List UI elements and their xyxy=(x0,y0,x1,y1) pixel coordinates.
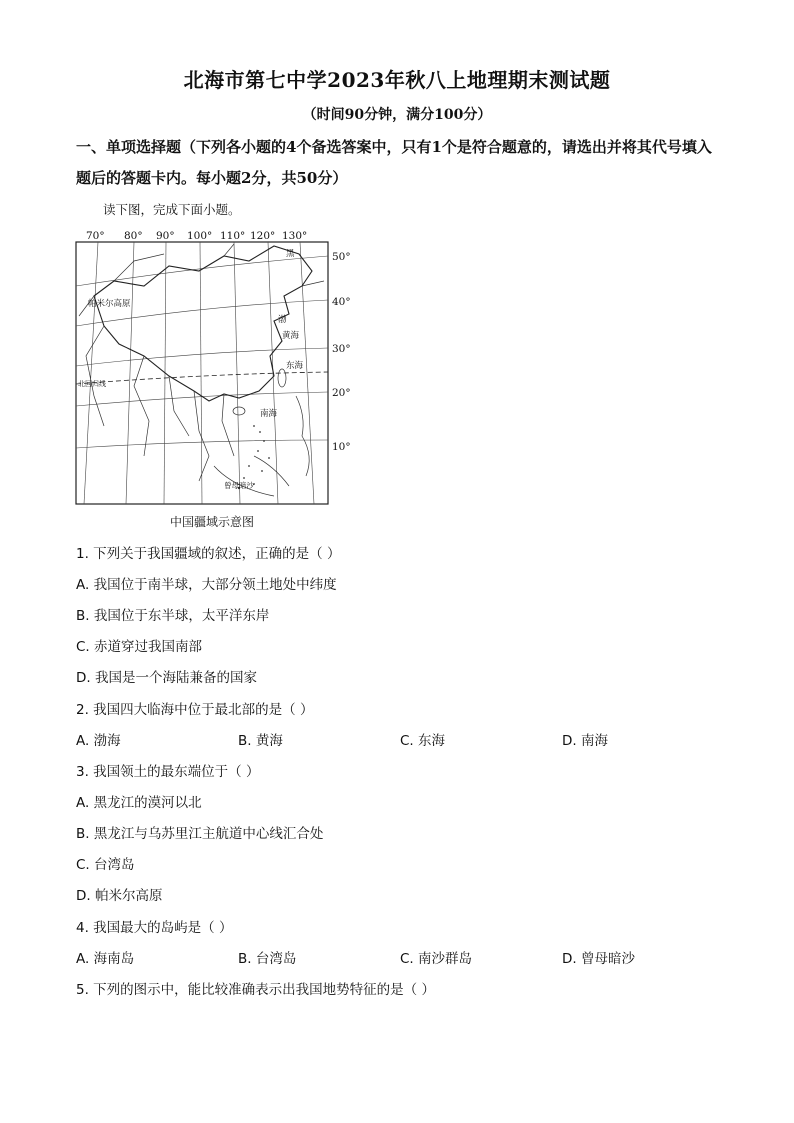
page-title: 北海市第七中学2023年秋八上地理期末测试题 xyxy=(183,68,611,92)
lon-label: 80° xyxy=(124,230,143,242)
option: C. 台湾岛 xyxy=(76,857,135,873)
lat-label: 30° xyxy=(332,343,351,355)
lon-label: 110° xyxy=(220,230,246,242)
option: A. 海南岛 xyxy=(76,951,135,967)
option: A. 黑龙江的漠河以北 xyxy=(76,795,202,811)
option: C. 东海 xyxy=(400,733,446,749)
page-subtitle: （时间90分钟，满分100分） xyxy=(302,107,492,123)
reading-instruction: 读下图，完成下面小题。 xyxy=(103,202,241,217)
map-caption: 中国疆域示意图 xyxy=(170,515,255,529)
label-donghai: 东海 xyxy=(286,361,304,371)
option: C. 南沙群岛 xyxy=(400,951,473,967)
label-huanghai: 黄海 xyxy=(282,331,300,341)
section-heading: 一、单项选择题（下列各小题的4个备选答案中，只有1个是符合题意的，请选出并将其代号填入题后的答题卡内。每小题2分，共50分） xyxy=(76,138,712,187)
label-nanhai: 南海 xyxy=(260,409,278,419)
question-stem: 1. 下列关于我国疆域的叙述，正确的是（ ） xyxy=(76,546,341,562)
option: B. 黄海 xyxy=(238,733,283,749)
option: D. 南海 xyxy=(562,733,608,749)
lon-label: 70° xyxy=(86,230,105,242)
latitude-labels xyxy=(332,251,351,453)
question-stem: 4. 我国最大的岛屿是（ ） xyxy=(76,920,233,936)
lon-label: 100° xyxy=(187,230,213,242)
question-stem: 5. 下列的图示中，能比较准确表示出我国地势特征的是（ ） xyxy=(76,982,435,998)
question-stem: 2. 我国四大临海中位于最北部的是（ ） xyxy=(76,702,314,718)
option: A. 我国位于南半球，大部分领土地处中纬度 xyxy=(76,577,337,593)
option: D. 曾母暗沙 xyxy=(562,951,635,967)
option: B. 我国位于东半球，太平洋东岸 xyxy=(76,608,270,624)
longitude-labels xyxy=(86,230,307,242)
lon-label: 90° xyxy=(156,230,175,242)
option: A. 渤海 xyxy=(76,733,121,749)
lat-label: 20° xyxy=(332,387,351,399)
lat-label: 10° xyxy=(332,441,351,453)
label-pamir: 帕米尔高原 xyxy=(88,299,131,309)
lat-label: 50° xyxy=(332,251,351,263)
option: D. 帕米尔高原 xyxy=(76,888,163,904)
label-bohai: 渤 xyxy=(278,315,287,325)
option: B. 台湾岛 xyxy=(238,951,297,967)
lon-label: 130° xyxy=(282,230,308,242)
option: C. 赤道穿过我国南部 xyxy=(76,639,203,655)
label-zengmu: 曾母暗沙 xyxy=(224,481,254,490)
option: B. 黑龙江与乌苏里江主航道中心线汇合处 xyxy=(76,826,324,842)
lon-label: 120° xyxy=(250,230,276,242)
label-hei: 黑 xyxy=(286,249,295,259)
label-tropic: 北回归线 xyxy=(78,380,106,388)
question-stem: 3. 我国领土的最东端位于（ ） xyxy=(76,764,260,780)
lat-label: 40° xyxy=(332,296,351,308)
option: D. 我国是一个海陆兼备的国家 xyxy=(76,670,257,686)
china-territory-map xyxy=(74,226,364,511)
